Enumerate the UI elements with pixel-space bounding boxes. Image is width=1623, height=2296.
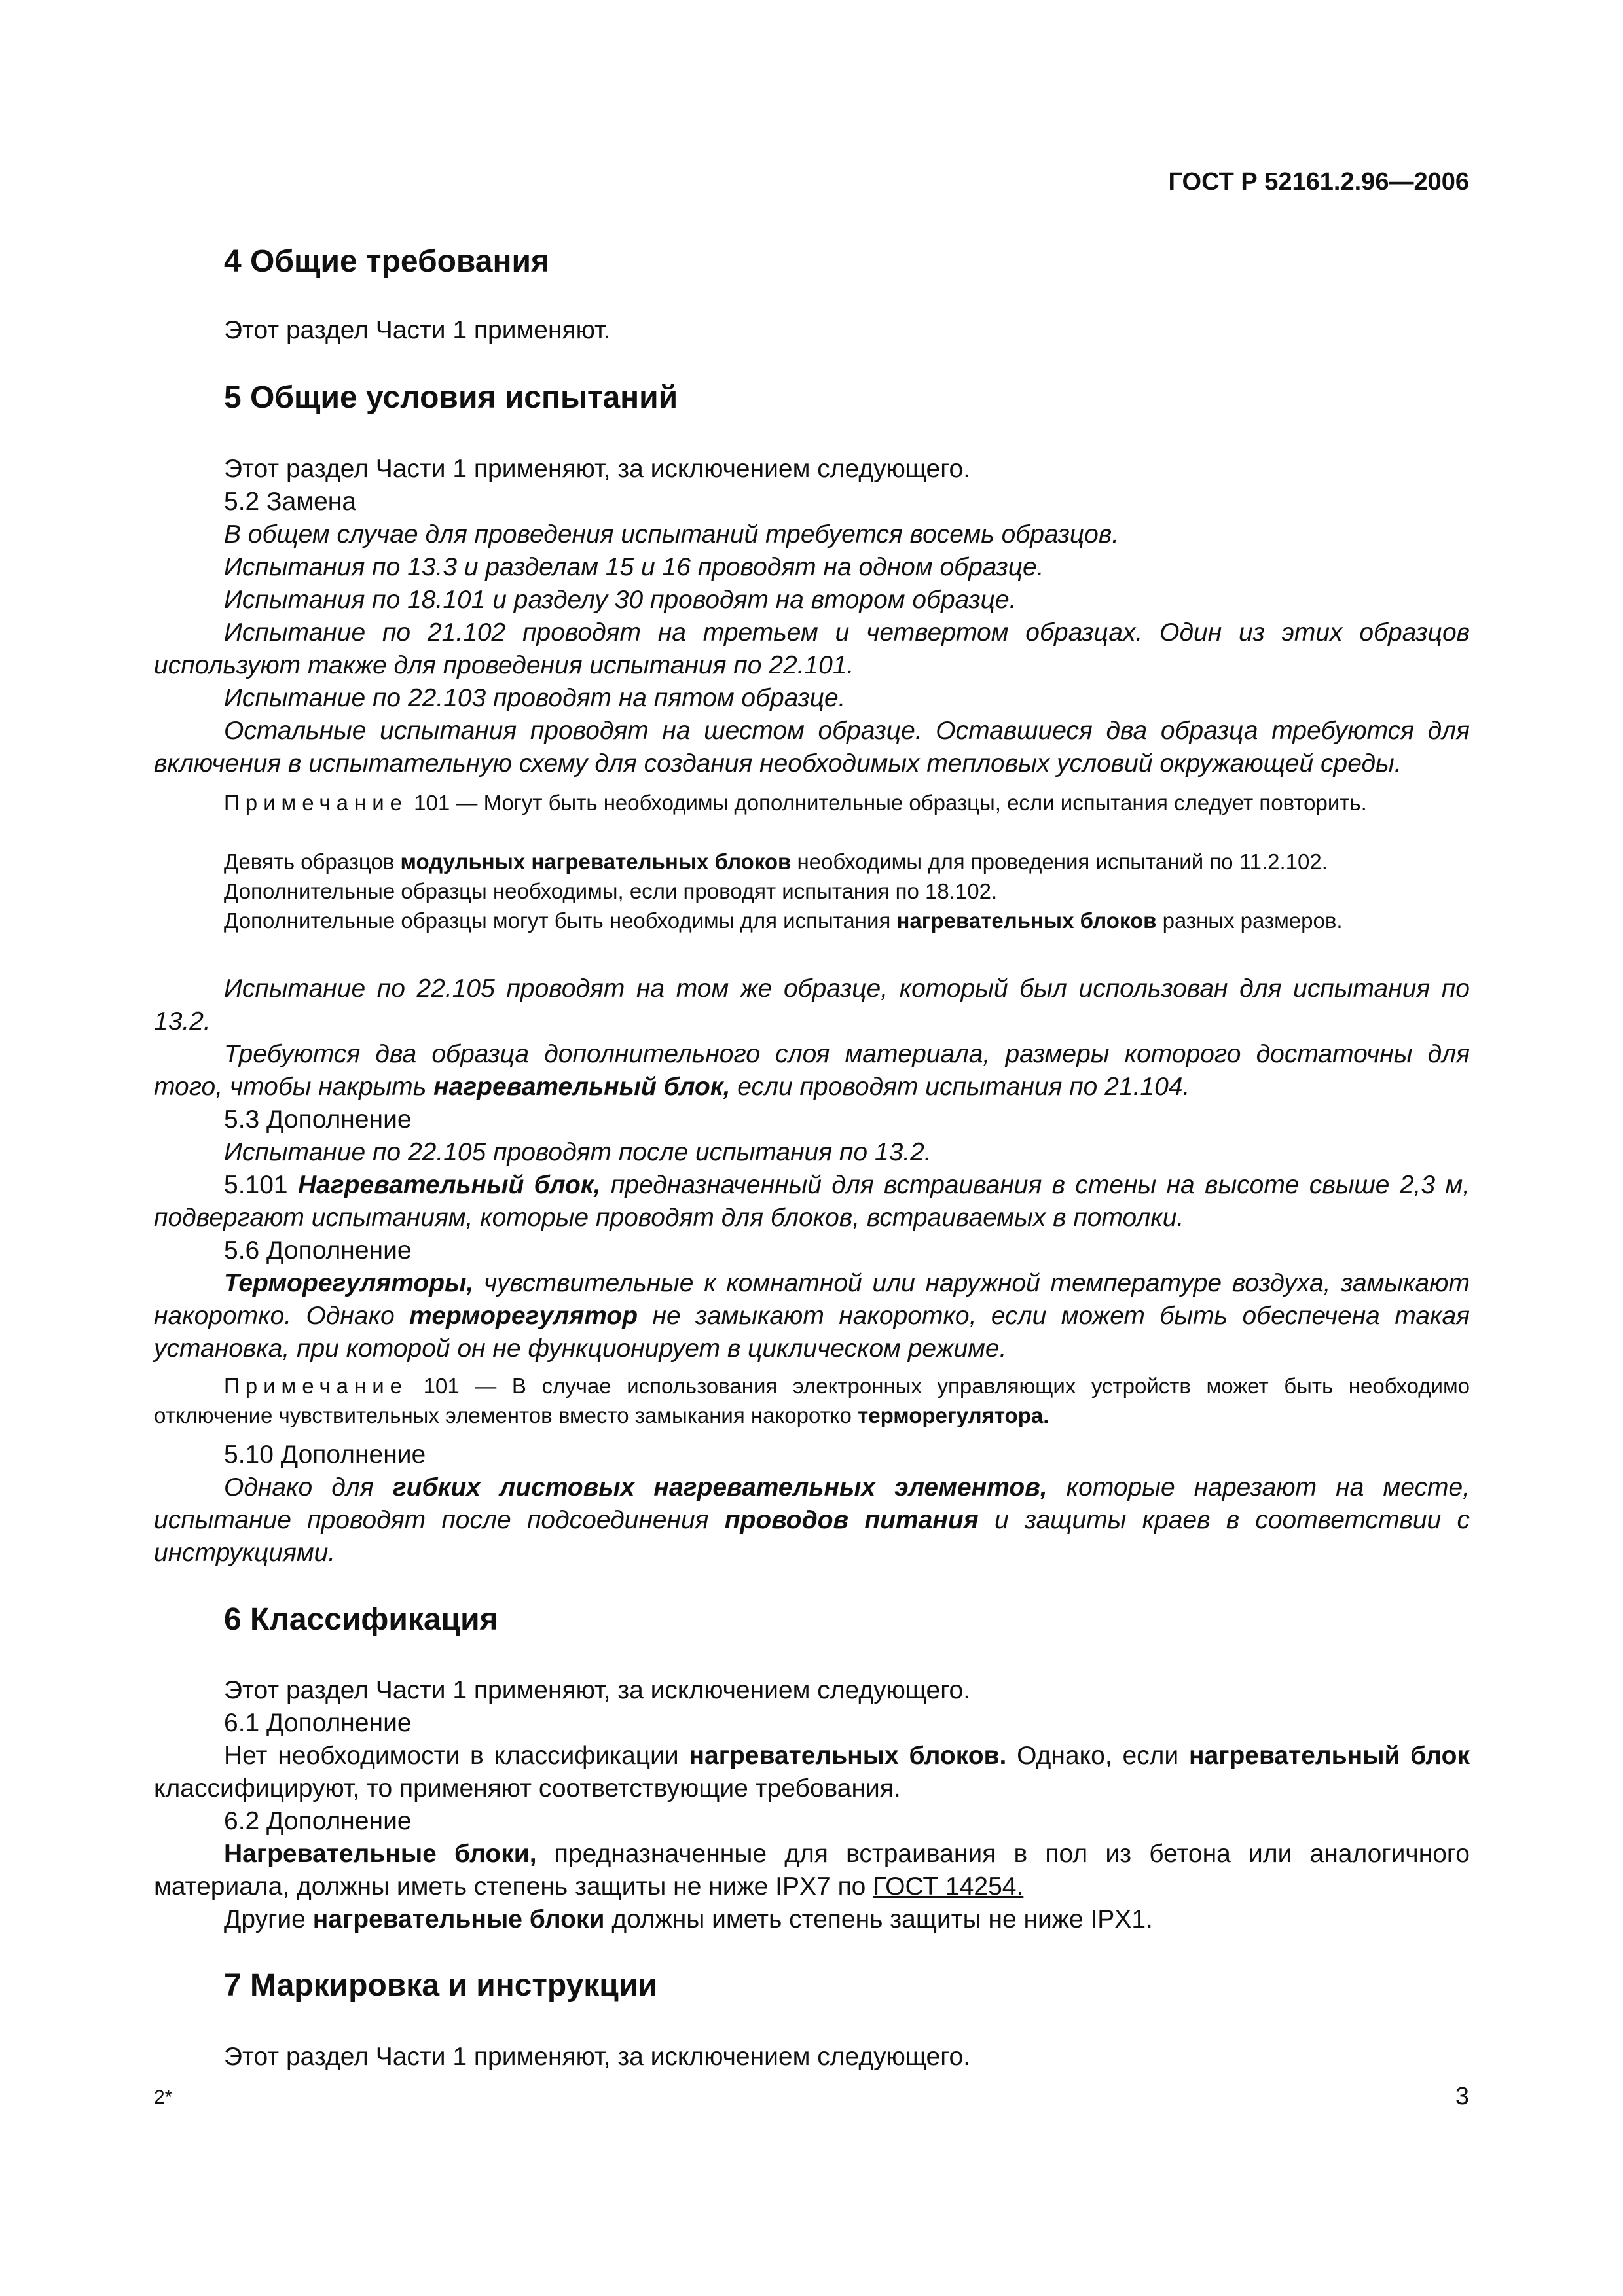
section-7-intro: Этот раздел Части 1 применяют, за исключением следующего. [224,2043,971,2071]
paragraph-6-1: Нет необходимости в классификации нагревательных блоков. Однако, если нагревательный блок классифицируют, то применяют соответствующие требования. [154,1742,1470,1803]
subclause-5-6: 5.6 Дополнение [224,1236,412,1265]
paragraph-5-2-line-7: Испытание по 22.105 проводят на том же образце, который был использован для испытания по 13.2. [154,975,1470,1035]
paragraph-5-3: Испытание по 22.105 проводят после испытания по 13.2. [224,1138,932,1166]
paragraph-6-2: Нагревательные блоки, предназначенные для встраивания в пол из бетона или аналогичного материала, должны иметь степень защиты не ниже IPX7 по ГОСТ 14254. [154,1840,1470,1901]
subclause-6-2: 6.2 Дополнение [224,1807,412,1835]
section-6-heading: 6 Классификация [224,1602,498,1637]
section-7-heading: 7 Маркировка и инструкции [224,1968,657,2003]
paragraph-5-2-line-8: Требуются два образца дополнительного слоя материала, размеры которого достаточны для того, чтобы накрыть нагревательный блок, если проводят испытания по 21.104. [154,1040,1470,1101]
subclause-6-1: 6.1 Дополнение [224,1709,412,1737]
paragraph-6-2-other: Другие нагревательные блоки должны иметь степень защиты не ниже IPX1. [224,1905,1153,1933]
sheet-mark: 2* [154,2087,173,2108]
document-code: ГОСТ Р 52161.2.96—2006 [1168,168,1469,196]
note-101-d: Дополнительные образцы могут быть необходимы для испытания нагревательных блоков разных размеров. [224,908,1343,933]
paragraph-5-101: 5.101 Нагревательный блок, предназначенный для встраивания в стены на высоте свыше 2,3 м, подвергают испытаниям, которые проводят для блоков, встраиваемых в потолки. [154,1171,1470,1232]
note-101-a: Примечание 101 — Могут быть необходимы дополнительные образцы, если испытания следует повторить. [224,791,1367,815]
paragraph-5-2-line-5: Испытание по 22.103 проводят на пятом образце. [224,684,846,712]
paragraph-5-2-line-4: Испытание по 21.102 проводят на третьем и четвертом образцах. Один из этих образцов используют также для проведения испытания по 22.101. [154,619,1470,679]
note-101-b: Девять образцов модульных нагревательных блоков необходимы для проведения испытаний по 11.2.102. [224,850,1328,874]
page-number: 3 [1455,2083,1469,2110]
section-4-text: Этот раздел Части 1 применяют. [224,316,611,344]
paragraph-5-2-line-2: Испытания по 13.3 и разделам 15 и 16 проводят на одном образце. [224,553,1044,581]
subclause-5-2: 5.2 Замена [224,488,357,516]
gost-14254-link[interactable]: ГОСТ 14254. [873,1873,1024,1901]
section-5-intro: Этот раздел Части 1 применяют, за исключением следующего. [224,455,971,483]
subclause-5-3: 5.3 Дополнение [224,1105,412,1134]
section-4-heading: 4 Общие требования [224,244,549,279]
section-5-heading: 5 Общие условия испытаний [224,380,678,415]
note-101-c: Дополнительные образцы необходимы, если проводят испытания по 18.102. [224,879,998,903]
note-101-thermostat: Примечание 101 — В случае использования электронных управляющих устройств может быть необходимо отключение чувствительных элементов вместо замыкания накоротко терморегулятора. [154,1374,1470,1427]
paragraph-5-6: Терморегуляторы, чувствительные к комнатной или наружной температуре воздуха, замыкают накоротко. Однако терморегулятор не замыкают накоротко, если может быть обеспечена такая установка, при которой он не функционирует в циклическом режиме. [154,1269,1470,1363]
paragraph-5-2-line-1: В общем случае для проведения испытаний требуется восемь образцов. [224,520,1120,548]
paragraph-5-2-line-6: Остальные испытания проводят на шестом образце. Оставшиеся два образца требуются для включения в испытательную схему для создания необходимых тепловых условий окружающей среды. [154,717,1470,778]
paragraph-5-2-line-3: Испытания по 18.101 и разделу 30 проводят на втором образце. [224,586,1017,614]
paragraph-5-10: Однако для гибких листовых нагревательных элементов, которые нарезают на месте, испытание проводят после подсоединения проводов питания и защиты краев в соответствии с инструкциями. [154,1473,1470,1567]
section-6-intro: Этот раздел Части 1 применяют, за исключением следующего. [224,1676,971,1704]
note-label: Примечание [224,791,409,815]
subclause-5-10: 5.10 Дополнение [224,1441,426,1469]
